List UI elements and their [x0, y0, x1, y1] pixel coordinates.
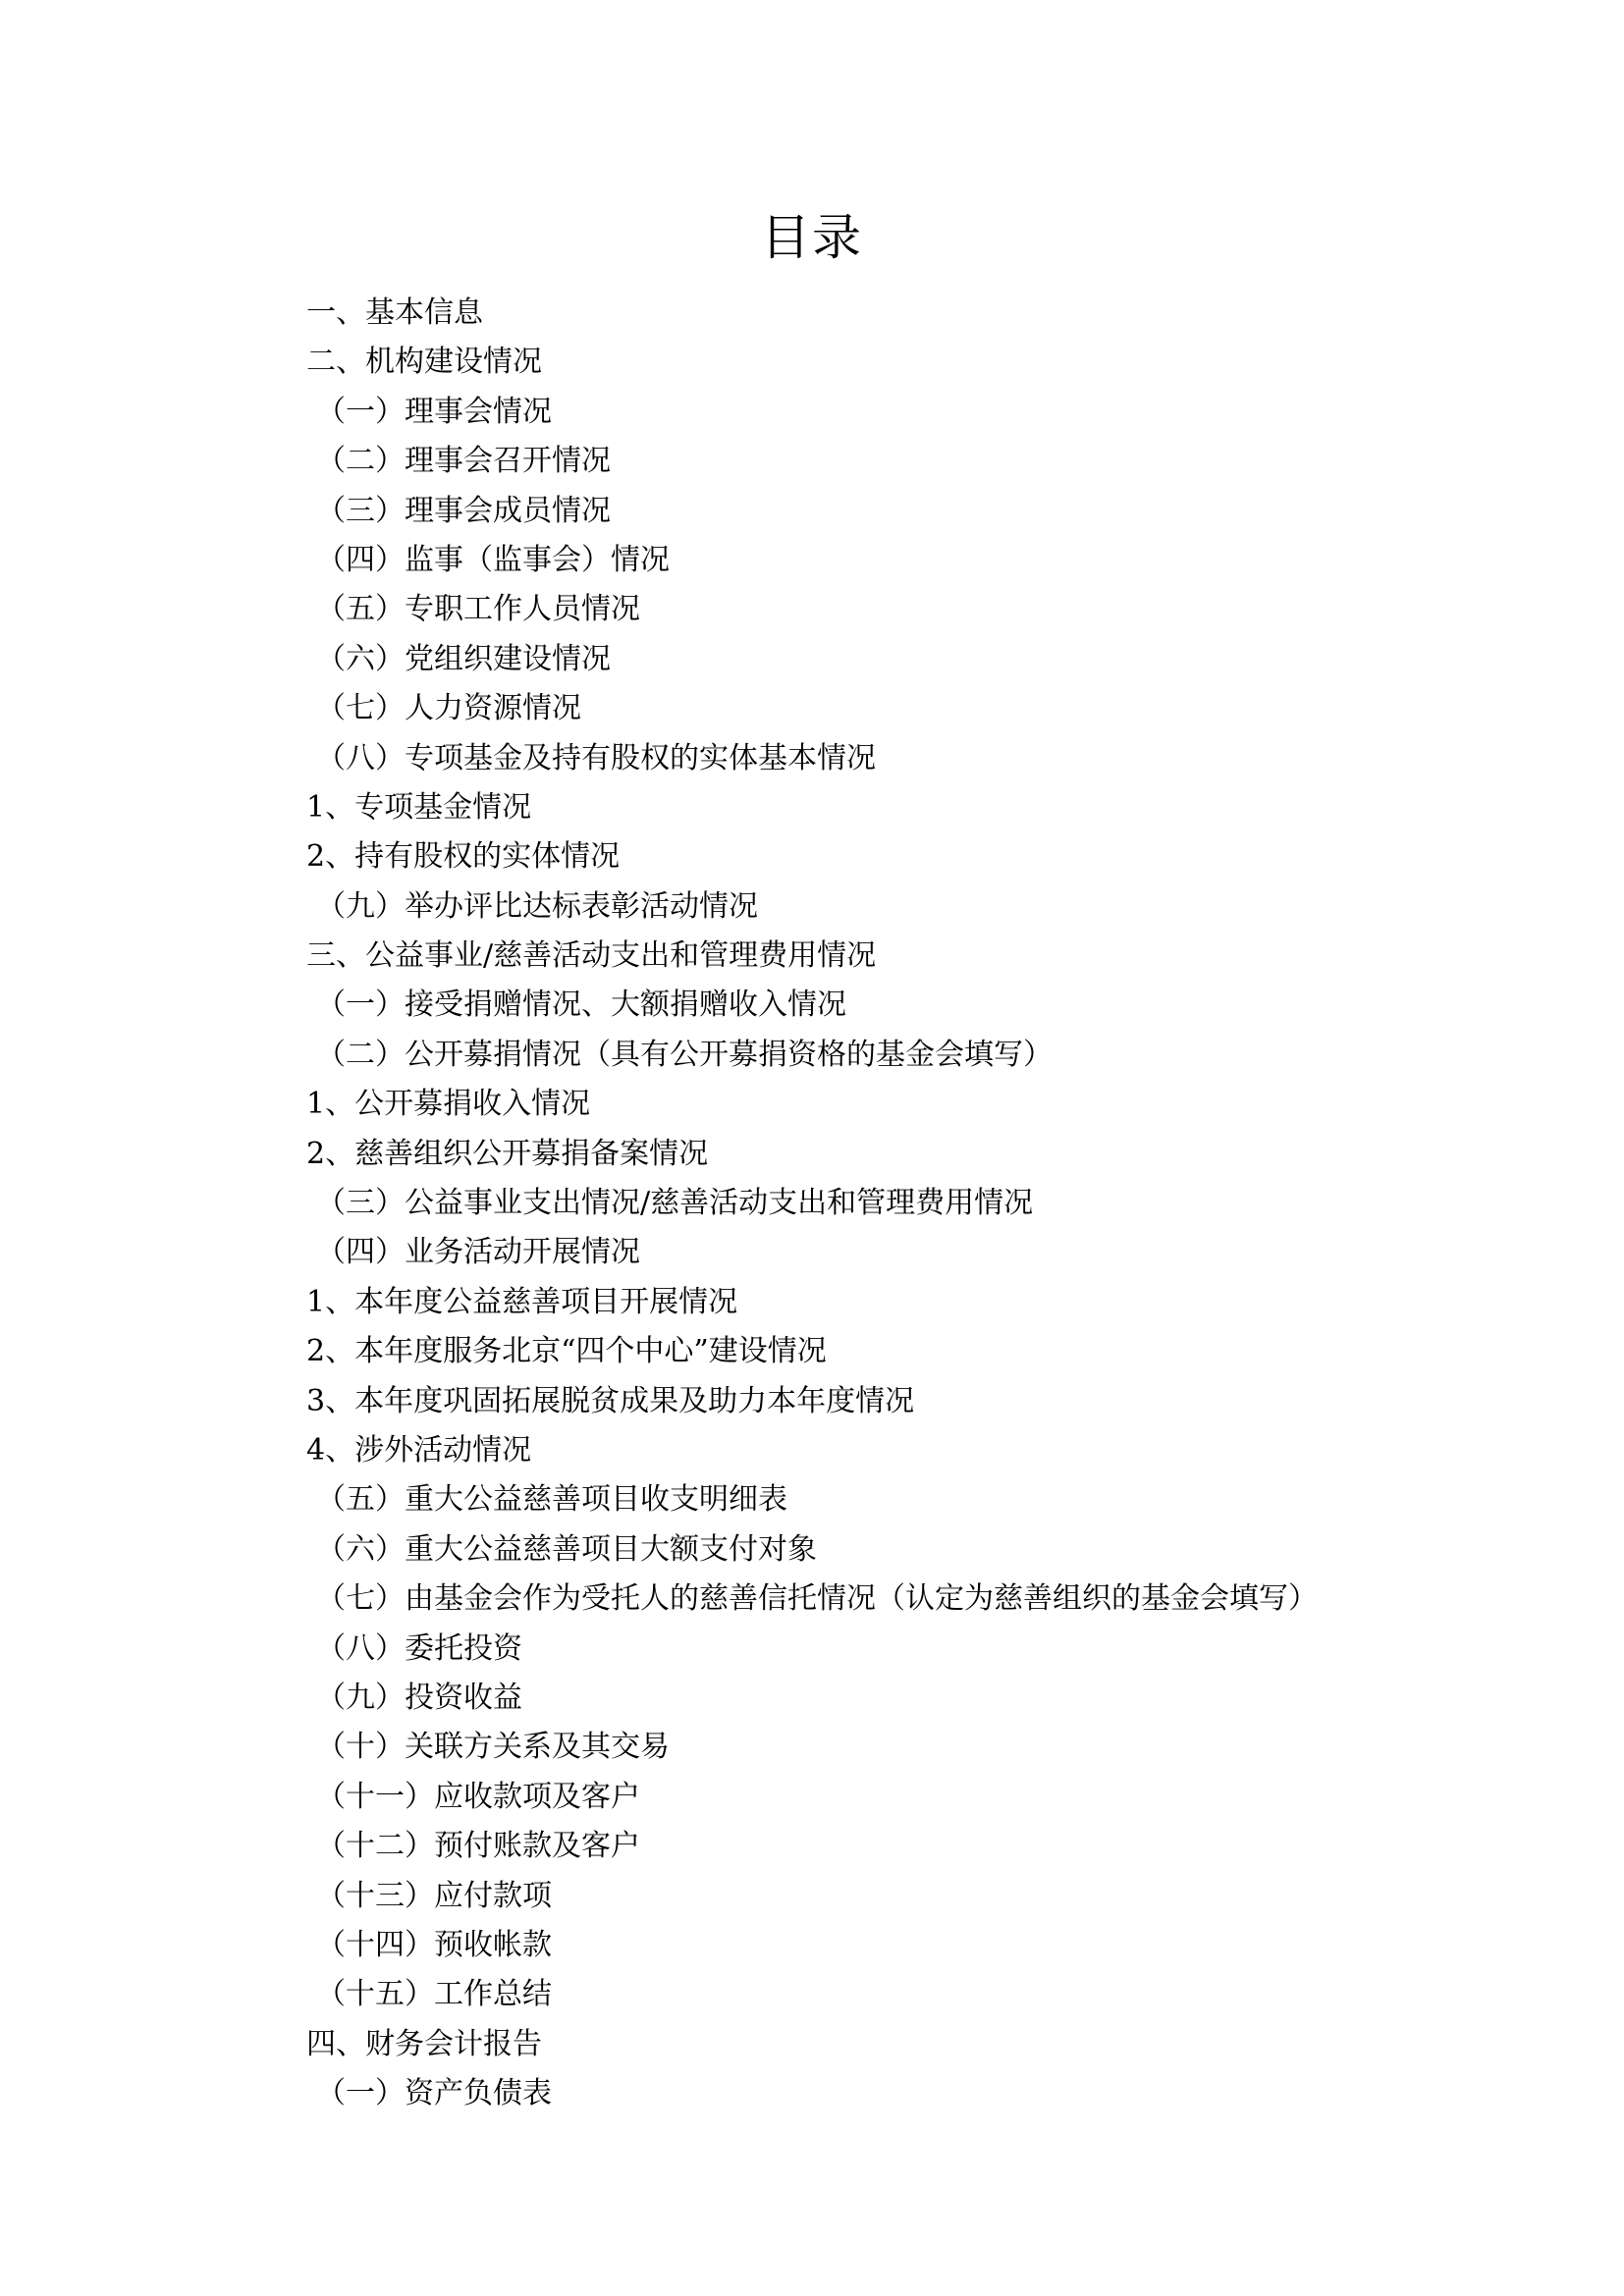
toc-entry: （四）监事（监事会）情况	[316, 542, 670, 577]
toc-entry: 2、慈善组织公开募捐备案情况	[306, 1136, 709, 1171]
toc-entry: （五）重大公益慈善项目收支明细表	[316, 1482, 787, 1518]
toc-entry: （十四）预收帐款	[316, 1927, 552, 1962]
toc-entry: （六）党组织建设情况	[316, 641, 611, 676]
toc-entry: （十二）预付账款及客户	[316, 1829, 640, 1864]
toc-entry: （二）理事会召开情况	[316, 444, 611, 479]
toc-entry: （十）关联方关系及其交易	[316, 1730, 670, 1765]
toc-entry: 3、本年度巩固拓展脱贫成果及助力本年度情况	[306, 1383, 915, 1418]
toc-entry: （十三）应付款项	[316, 1878, 552, 1913]
toc-entry: 1、本年度公益慈善项目开展情况	[306, 1284, 738, 1319]
toc-entry: 4、涉外活动情况	[306, 1432, 532, 1468]
toc-entry: （三）公益事业支出情况/慈善活动支出和管理费用情况	[316, 1186, 1034, 1221]
toc-entry: （一）理事会情况	[316, 394, 552, 429]
toc-entry: （九）举办评比达标表彰活动情况	[316, 888, 758, 924]
toc-entry: （七）人力资源情况	[316, 691, 581, 726]
toc-entry: （九）投资收益	[316, 1680, 522, 1715]
toc-entry: 四、财务会计报告	[306, 2026, 542, 2061]
toc-entry: （七）由基金会作为受托人的慈善信托情况（认定为慈善组织的基金会填写）	[316, 1581, 1318, 1617]
page-title: 目录	[761, 209, 863, 266]
toc-entry: （八）委托投资	[316, 1630, 522, 1666]
toc-entry: 三、公益事业/慈善活动支出和管理费用情况	[306, 938, 877, 974]
toc-entry: 1、公开募捐收入情况	[306, 1087, 591, 1122]
toc-entry: （五）专职工作人员情况	[316, 592, 640, 627]
toc-entry: （十五）工作总结	[316, 1977, 552, 2012]
toc-entry: 一、基本信息	[306, 295, 483, 330]
toc-entry: （八）专项基金及持有股权的实体基本情况	[316, 740, 876, 775]
toc-entry: （三）理事会成员情况	[316, 493, 611, 528]
toc-entry: （四）业务活动开展情况	[316, 1235, 640, 1270]
table-of-contents	[306, 289, 1386, 2118]
toc-entry: 1、专项基金情况	[306, 789, 532, 825]
toc-entry: （十一）应收款项及客户	[316, 1779, 640, 1814]
toc-entry: 2、持有股权的实体情况	[306, 839, 621, 875]
toc-entry: （六）重大公益慈善项目大额支付对象	[316, 1531, 817, 1567]
toc-entry: 二、机构建设情况	[306, 345, 542, 380]
toc-entry: （二）公开募捐情况（具有公开募捐资格的基金会填写）	[316, 1037, 1053, 1072]
toc-entry: （一）接受捐赠情况、大额捐赠收入情况	[316, 988, 846, 1023]
toc-entry: 2、本年度服务北京“四个中心”建设情况	[306, 1334, 827, 1369]
toc-entry: （一）资产负债表	[316, 2076, 552, 2111]
